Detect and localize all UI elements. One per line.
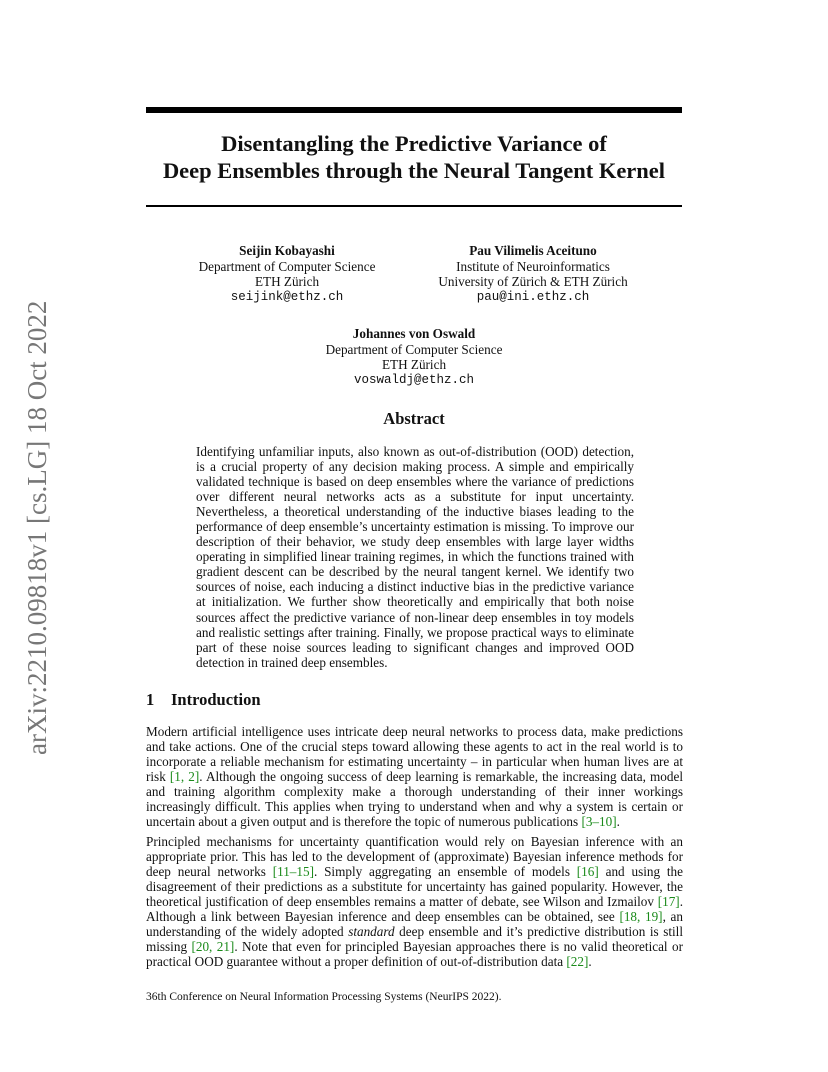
author-block-3 — [284, 326, 544, 388]
abstract-heading: Abstract — [383, 409, 445, 428]
abstract-text: Identifying unfamiliar inputs, also known as out-of-distribution (OOD) detection, is a crucial property of any decision making process. A simple and empirically validated technique is based on deep ensembles where the variance of predictions over different neural networks acts as a substitute for input uncertainty. Nevertheless, a theoretical understanding of the inductive biases leading to the performance of deep ensemble’s uncertainty estimation is missing. To improve our description of their behavior, we study deep ensembles with large layer widths operating in simplified linear training regimes, in which the functions trained with gradient descent can be described by the neural tangent kernel. We identify two sources of noise, each inducing a distinct inductive bias in the predictive variance at initialization. We further show theoretically and empirically that both noise sources affect the predictive variance of non-linear deep ensembles in toy models and realistic settings after training. Finally, we propose practical ways to eliminate part of these noise sources leading to significant changes and improved OOD detection in trained deep ensembles. — [196, 444, 634, 670]
citation-link[interactable]: [1, 2] — [169, 769, 200, 785]
intro-paragraph-2 — [146, 834, 683, 969]
author-affiliation: University of Zürich & ETH Zürich — [438, 274, 628, 289]
text-run: . Although a link between Bayesian inference and deep ensembles can be obtained, see — [146, 894, 683, 925]
conference-footer: 36th Conference on Neural Information Processing Systems (NeurIPS 2022). — [146, 991, 502, 1003]
intro-paragraph-1 — [146, 724, 683, 829]
citation-link[interactable]: [16] — [576, 864, 599, 880]
title-line-1: Disentangling the Predictive Variance of — [221, 131, 607, 156]
citation-link[interactable]: [11–15] — [272, 864, 314, 880]
author-email: seijink@ethz.ch — [230, 289, 344, 304]
title-bottom-rule — [146, 205, 682, 207]
text-run: . Simply aggregating an ensemble of models — [313, 864, 577, 880]
section-title: Introduction — [171, 690, 261, 709]
citation-link[interactable]: [17] — [657, 894, 680, 910]
text-run: deep ensemble and it’s predictive distribution is still missing — [146, 924, 683, 955]
text-run: . Although the ongoing success of deep learning is remarkable, the increasing data, model and training algorithm complexity make a thorough understanding of their inner workings increasingly difficult. This applies when trying to understand when and why a system is certain or uncertain about a given output and is therefore the topic of numerous publications — [146, 769, 683, 830]
paper-title — [146, 130, 682, 184]
citation-link[interactable]: [20, 21] — [191, 939, 235, 955]
author-block-1 — [157, 243, 417, 305]
text-run: . — [588, 954, 592, 970]
text-run: . Note that even for principled Bayesian approaches there is no valid theoretical or practical OOD guarantee without a proper definition of out-of-distribution data — [146, 939, 683, 970]
author-affiliation: Department of Computer Science — [325, 341, 503, 357]
text-run: Principled mechanisms for uncertainty quantification would rely on Bayesian inference with an appropriate prior. This has led to the development of (approximate) Bayesian inference methods for deep neural networks — [146, 834, 683, 880]
author-name: Johannes von Oswald — [352, 326, 476, 341]
author-email: voswaldj@ethz.ch — [353, 372, 475, 387]
text-run: , an understanding of the widely adopted — [146, 909, 683, 940]
author-name: Pau Vilimelis Aceituno — [469, 243, 597, 258]
author-affiliation: Institute of Neuroinformatics — [456, 258, 610, 274]
text-run: . — [616, 814, 620, 830]
citation-link[interactable]: [3–10] — [581, 814, 617, 830]
title-top-rule — [146, 107, 682, 113]
author-email: pau@ini.ethz.ch — [476, 289, 590, 304]
text-run: and using the disagreement of their predictions as a substitute for uncertainty has gained popularity. However, the theoretical justification of deep ensembles remains a matter of debate, see Wilson and Izmailov — [146, 864, 683, 910]
author-affiliation: ETH Zürich — [254, 274, 320, 289]
author-affiliation: ETH Zürich — [381, 357, 447, 372]
author-block-2 — [403, 243, 663, 305]
text-run: Modern artificial intelligence uses intricate deep neural networks to process data, make predictions and take actions. One of the crucial steps toward allowing these agents to act in the real world is to incorporate a reliable mechanism for estimating uncertainty – in particular when human lives are at risk — [146, 724, 683, 785]
citation-link[interactable]: [18, 19] — [619, 909, 663, 925]
author-affiliation: Department of Computer Science — [198, 258, 376, 274]
section-number: 1 — [146, 690, 155, 709]
author-name: Seijin Kobayashi — [239, 243, 335, 258]
citation-link[interactable]: [22] — [566, 954, 589, 970]
title-line-2: Deep Ensembles through the Neural Tangent Kernel — [162, 158, 666, 183]
emphasis-text: standard — [348, 924, 395, 940]
arxiv-id: arXiv:2210.09818v1 [cs.LG] 18 Oct 2022 — [22, 300, 52, 755]
section-heading — [146, 690, 261, 710]
